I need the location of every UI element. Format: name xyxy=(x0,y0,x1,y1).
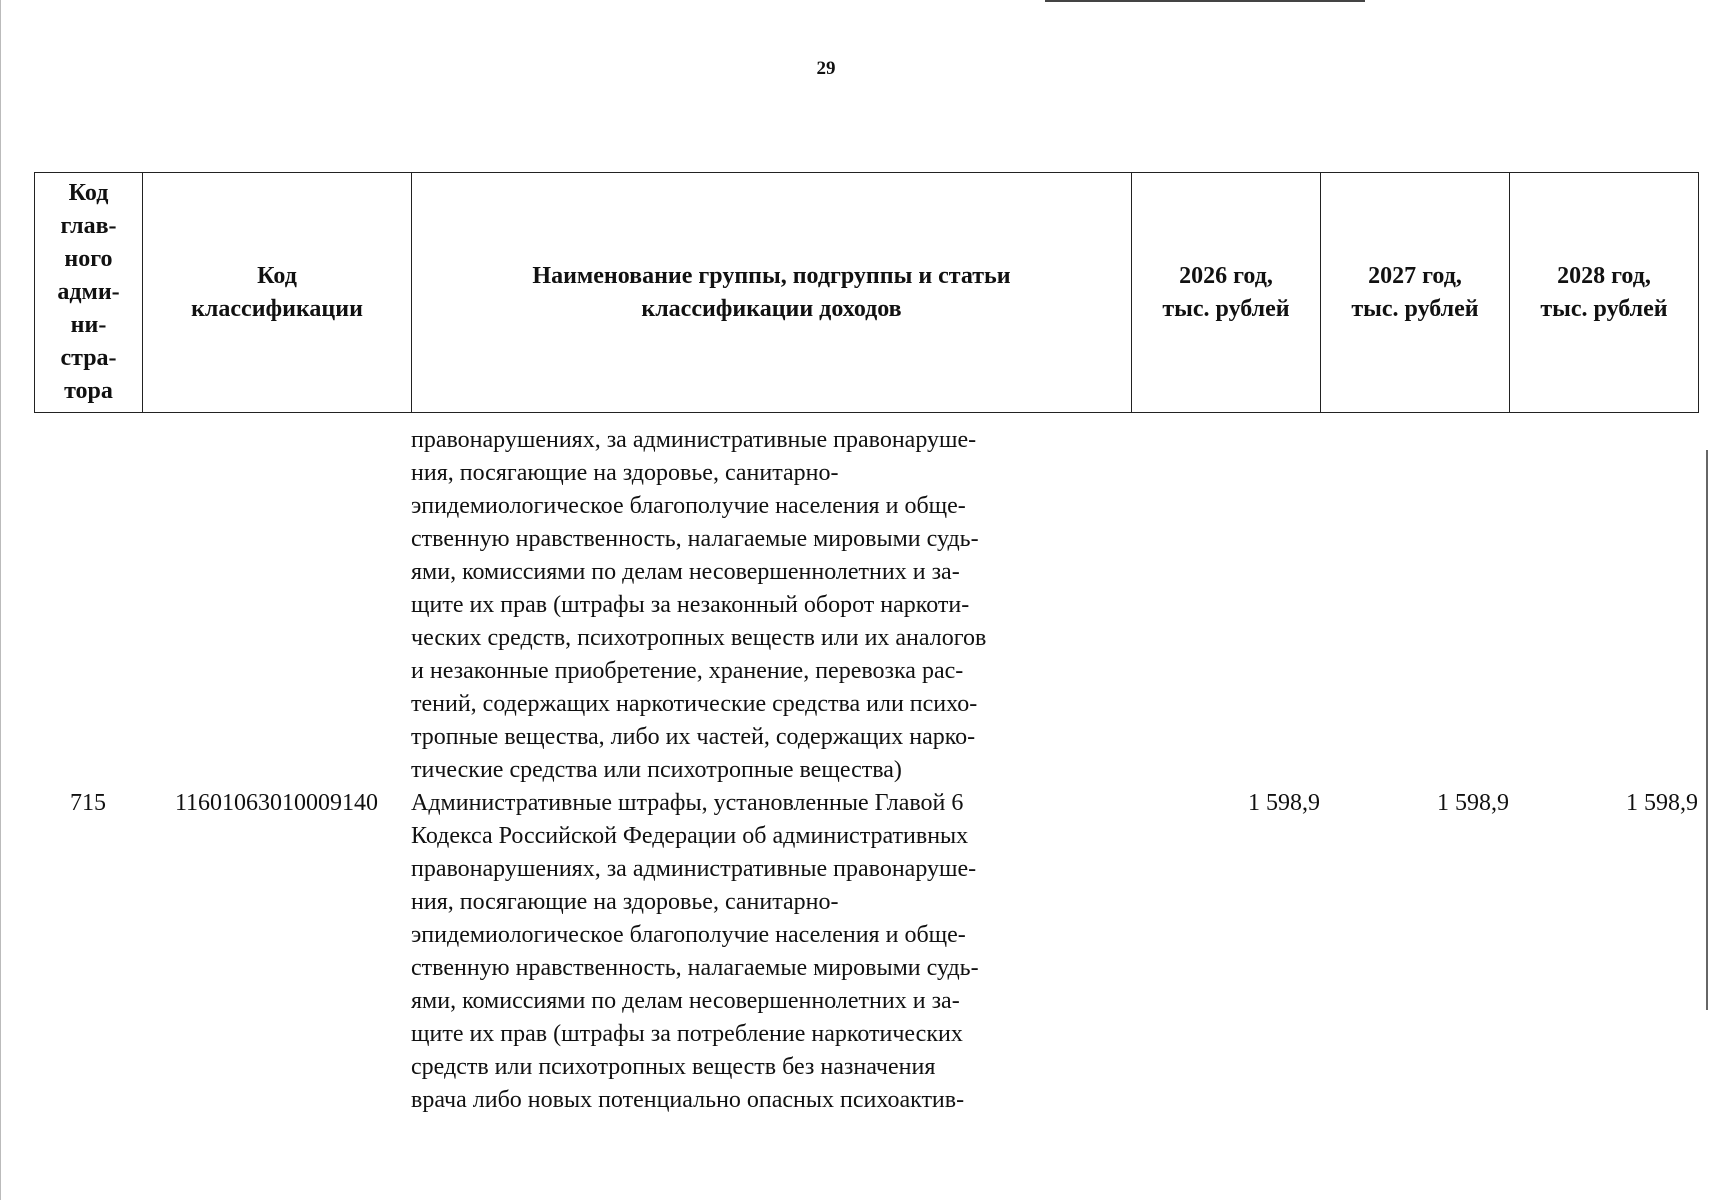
header-text-line: ного xyxy=(64,246,113,272)
continued-income-name xyxy=(411,424,1131,787)
text-line: ния, посягающие на здоровье, санитарно- xyxy=(411,889,839,915)
table-header-row xyxy=(35,173,1699,413)
value-2027-cell: 1 598,9 xyxy=(1437,790,1509,816)
text-line: Кодекса Российской Федерации об административных xyxy=(411,823,969,849)
header-admin-code xyxy=(35,173,143,413)
header-text-line: стра- xyxy=(60,345,117,371)
header-text-line: адми- xyxy=(57,279,120,305)
header-income-name xyxy=(412,173,1132,413)
scan-edge-right xyxy=(1706,450,1708,1010)
header-year-2028 xyxy=(1510,173,1699,413)
text-line: ственную нравственность, налагаемые мировыми судь- xyxy=(411,526,979,552)
text-line: щите их прав (штрафы за незаконный оборот наркоти- xyxy=(411,592,970,618)
header-text-line: тыс. рублей xyxy=(1162,295,1290,322)
text-line: эпидемиологическое благополучие населения и обще- xyxy=(411,493,966,519)
text-line: ния, посягающие на здоровье, санитарно- xyxy=(411,460,839,486)
header-text-line: Код xyxy=(68,180,109,206)
header-year-2027 xyxy=(1321,173,1510,413)
income-name-cell xyxy=(411,787,1131,1117)
header-text-line: 2026 год, xyxy=(1179,262,1273,289)
header-text-line: классификации xyxy=(191,295,363,322)
text-line: тические средства или психотропные вещества) xyxy=(411,757,902,783)
header-text-line: Код xyxy=(257,262,297,289)
text-line: ческих средств, психотропных веществ или их аналогов xyxy=(411,625,987,651)
header-text-line: тора xyxy=(64,378,113,404)
header-text-line: 2028 год, xyxy=(1557,262,1651,289)
header-classification-code xyxy=(143,173,412,413)
header-year-2026 xyxy=(1132,173,1321,413)
text-line: тропные вещества, либо их частей, содержащих нарко- xyxy=(411,724,976,750)
page-number: 29 xyxy=(816,58,836,79)
scan-edge-left xyxy=(0,0,1,1200)
text-line: Административные штрафы, установленные Главой 6 xyxy=(411,790,964,816)
header-text-line: ни- xyxy=(70,312,107,338)
admin-code-cell: 715 xyxy=(70,790,106,816)
classification-code-cell: 11601063010009140 xyxy=(174,790,379,816)
text-line: ями, комиссиями по делам несовершеннолетних и за- xyxy=(411,988,960,1014)
header-text-line: Наименование группы, подгруппы и статьи xyxy=(532,262,1011,289)
text-line: щите их прав (штрафы за потребление наркотических xyxy=(411,1021,963,1047)
text-line: правонарушениях, за административные правонаруше- xyxy=(411,856,977,882)
text-line: врача либо новых потенциально опасных психоактив- xyxy=(411,1087,965,1113)
text-line: и незаконные приобретение, хранение, перевозка рас- xyxy=(411,658,964,684)
header-text-line: тыс. рублей xyxy=(1540,295,1668,322)
table-header xyxy=(34,172,1699,413)
text-line: правонарушениях, за административные правонаруше- xyxy=(411,427,977,453)
header-text-line: тыс. рублей xyxy=(1351,295,1479,322)
text-line: тений, содержащих наркотические средства или психо- xyxy=(411,691,978,717)
value-2028-cell: 1 598,9 xyxy=(1626,790,1698,816)
text-line: ями, комиссиями по делам несовершеннолетних и за- xyxy=(411,559,960,585)
text-line: эпидемиологическое благополучие населения и обще- xyxy=(411,922,966,948)
value-2026-cell: 1 598,9 xyxy=(1248,790,1320,816)
text-line: ственную нравственность, налагаемые мировыми судь- xyxy=(411,955,979,981)
header-text-line: классификации доходов xyxy=(641,295,902,322)
header-text-line: 2027 год, xyxy=(1368,262,1462,289)
text-line: средств или психотропных веществ без назначения xyxy=(411,1054,936,1080)
header-text-line: глав- xyxy=(60,213,117,239)
scan-edge-top xyxy=(1045,0,1365,2)
